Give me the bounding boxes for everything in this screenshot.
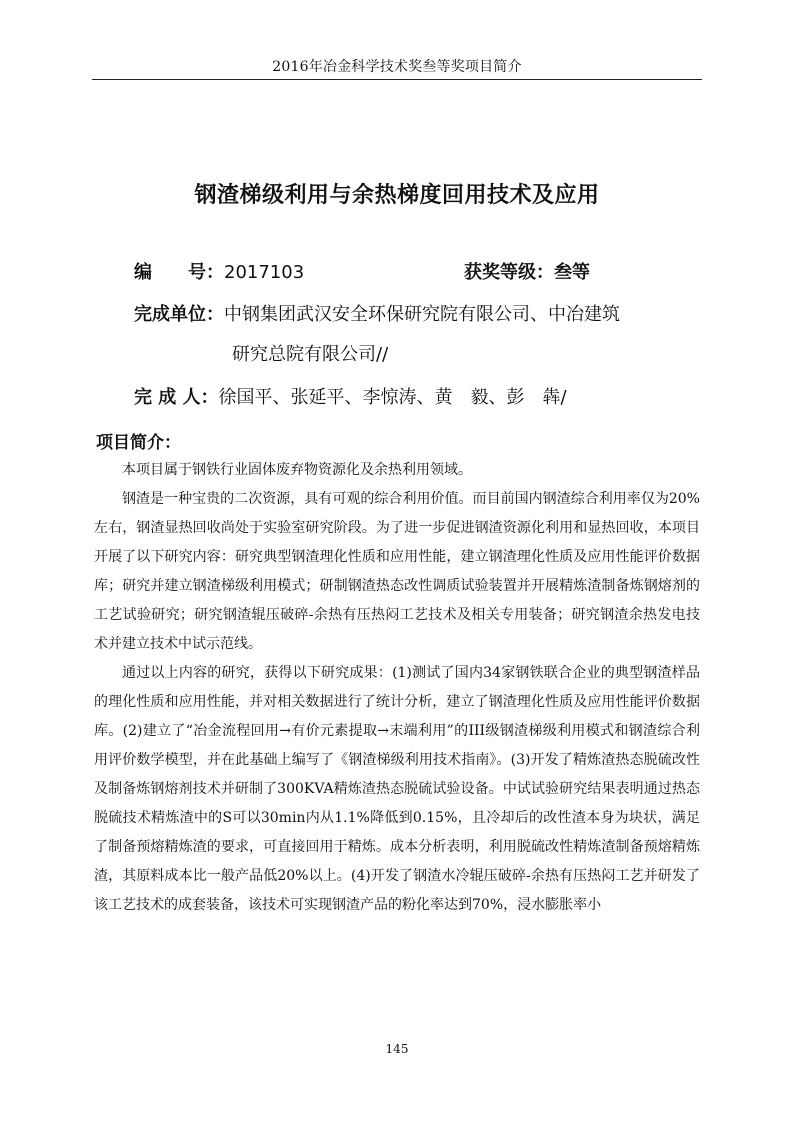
paragraph-3: 通过以上内容的研究，获得以下研究成果：(1)测试了国内34家钢铁联合企业的典型钢渣样品的理化性质和应用性能，并对相关数据进行了统计分析，建立了钢渣理化性质及应用性能评价数据库。(2)建立了“冶金流程回用→有价元素提取→末端利用”的III级钢渣梯级利用模式和钢渣综合利用评价数学模型，并在此基础上编写了《钢渣梯级利用技术指南》。(3)开发了精炼渣热态脱硫改性及制备炼钢熔剂技术并研制了300KVA精炼渣热态脱硫试验设备。中试试验研究结果表明通过热态脱硫技术精炼渣中的S可以30min内从1.1%降低到0.15%，且冷却后的改性渣本身为块状，满足了制备预熔精炼渣的要求，可直接回用于精炼。成本分析表明，利用脱硫改性精炼渣制备预熔精炼渣，其原料成本比一般产品低20%以上。(4)开发了钢渣水冷辊压破碎-余热有压热闷工艺并研发了该工艺技术的成套装备，该技术可实现钢渣产品的粉化率达到70%，浸水膨胀率小	[94, 665, 700, 913]
header-rule	[92, 79, 702, 80]
meta-people	[134, 383, 567, 409]
body-text	[94, 456, 700, 920]
meta-unit	[134, 300, 620, 326]
section-title: 项目简介：	[96, 433, 181, 453]
meta-award	[464, 258, 590, 284]
meta-number	[134, 258, 304, 284]
meta-unit-line2: 研究总院有限公司//	[232, 344, 389, 365]
number-value: 2017103	[224, 262, 305, 283]
unit-line1: 中钢集团武汉安全环保研究院有限公司、中冶建筑	[224, 304, 620, 325]
people-label: 完 成 人：	[134, 387, 219, 408]
people-value: 徐国平、张延平、李惊涛、黄 毅、彭 犇/	[218, 387, 567, 408]
document-title: 钢渣梯级利用与余热梯度回用技术及应用	[194, 183, 600, 208]
running-header: 2016年冶金科学技术奖叁等奖项目简介	[272, 59, 522, 75]
paragraph-1: 本项目属于钢铁行业固体废弃物资源化及余热利用领域。	[122, 462, 472, 478]
number-label: 编 号：	[134, 262, 224, 283]
award-label: 获奖等级：	[464, 262, 554, 283]
paragraph-2: 钢渣是一种宝贵的二次资源，具有可观的综合利用价值。而目前国内钢渣综合利用率仅为20%左右，钢渣显热回收尚处于实验室研究阶段。为了进一步促进钢渣资源化利用和显热回收，本项目开展了以下研究内容：研究典型钢渣理化性质和应用性能，建立钢渣理化性质及应用性能评价数据库；研究并建立钢渣梯级利用模式；研制钢渣热态改性调质试验装置并开展精炼渣制备炼钢熔剂的工艺试验研究；研究钢渣辊压破碎-余热有压热闷工艺技术及相关专用装备；研究钢渣余热发电技术并建立技术中试示范线。	[94, 491, 700, 652]
page-number: 145	[385, 1042, 409, 1056]
unit-label: 完成单位：	[134, 304, 224, 325]
award-value: 叁等	[554, 262, 590, 283]
